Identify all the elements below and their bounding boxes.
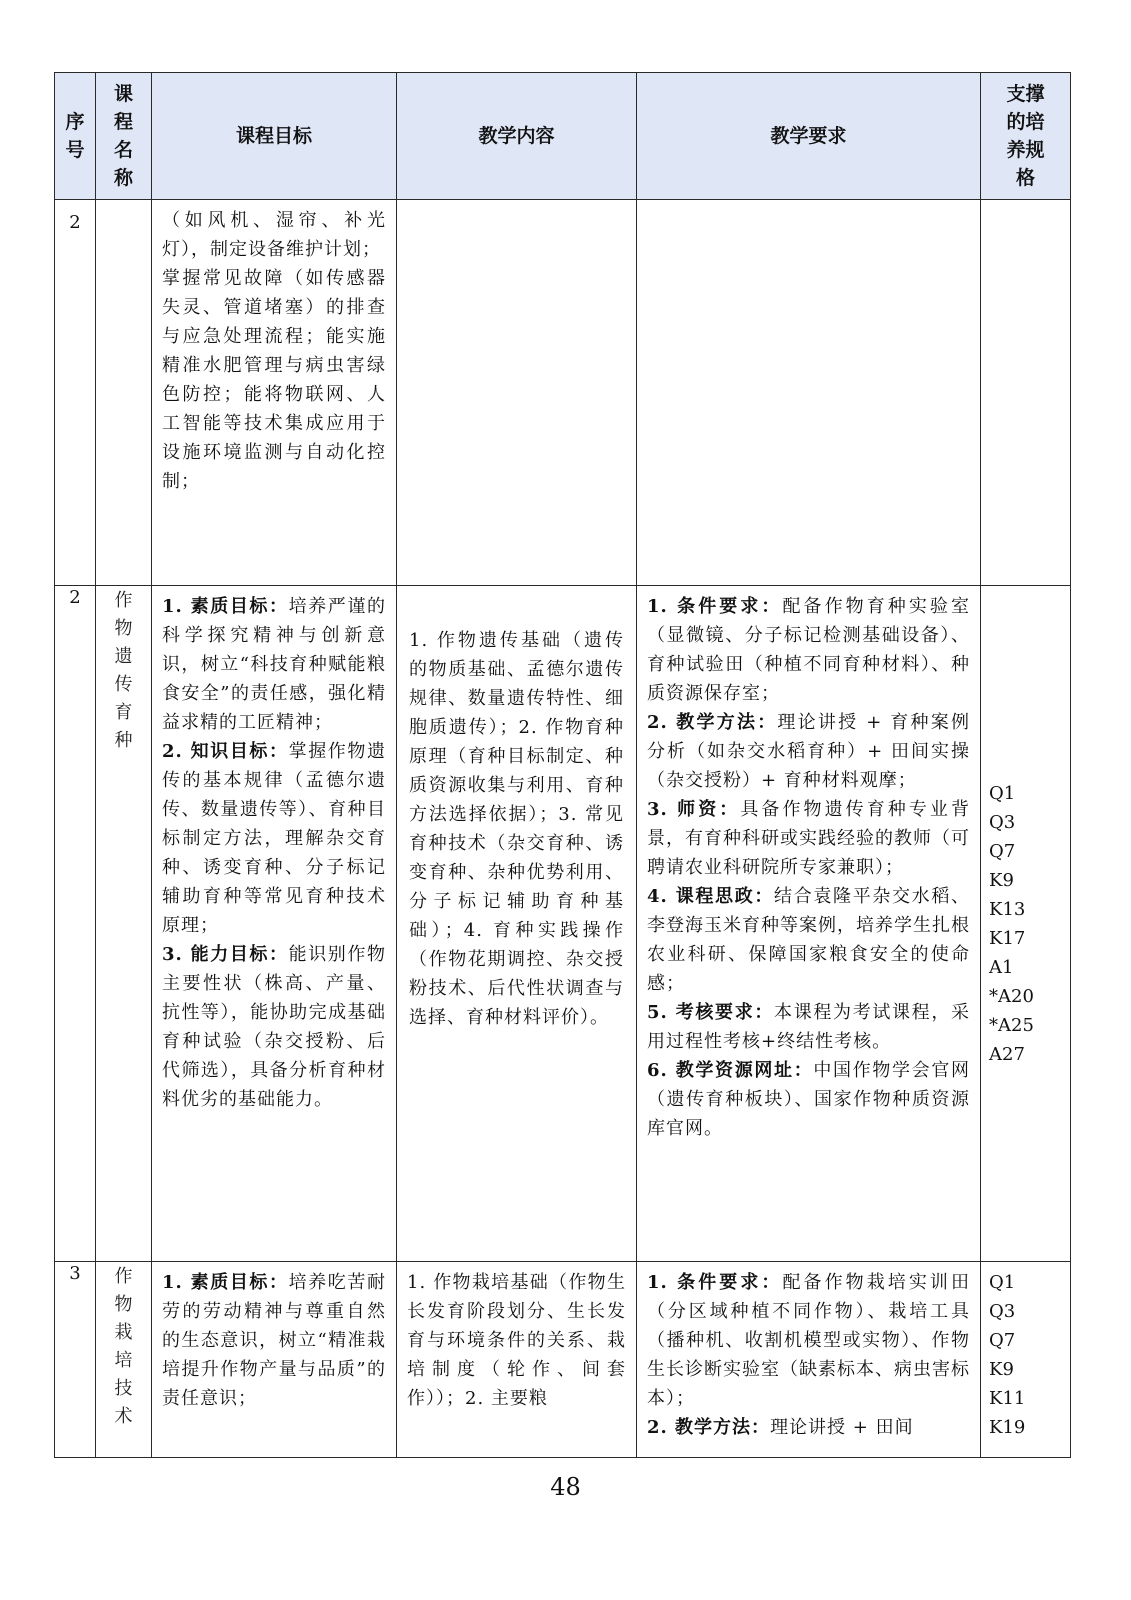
row-content-cell xyxy=(397,200,637,586)
header-content: 教学内容 xyxy=(397,73,637,200)
row-goal-cell xyxy=(152,200,397,586)
row-course-name: 作物栽培技术 xyxy=(96,1262,152,1458)
support-code: K9 xyxy=(989,869,1014,891)
support-code: *A20 xyxy=(989,985,1034,1007)
header-goal: 课程目标 xyxy=(152,73,397,200)
support-code: K17 xyxy=(989,927,1026,949)
support-code: K13 xyxy=(989,898,1026,920)
table-row-cultivation xyxy=(55,1262,1071,1458)
support-code: K19 xyxy=(989,1417,1026,1438)
header-requirement: 教学要求 xyxy=(637,73,981,200)
support-code: Q3 xyxy=(989,1301,1016,1322)
support-code: Q1 xyxy=(989,1272,1016,1293)
support-code: A1 xyxy=(989,956,1014,978)
table-row-continued xyxy=(55,200,1071,586)
support-code: *A25 xyxy=(989,1014,1034,1036)
support-code: A27 xyxy=(989,1043,1025,1065)
row-content-cell xyxy=(397,586,637,1262)
support-code: Q7 xyxy=(989,840,1016,862)
requirement-item: 4. 课程思政：结合袁隆平杂交水稻、李登海玉米育种等案例，培养学生扎根农业科研、保障国家粮食安全的使命感； xyxy=(647,886,971,994)
row-requirement-cell xyxy=(637,586,981,1262)
row-requirement-cell xyxy=(637,1262,981,1458)
goal-item: 1. 素质目标：培养吃苦耐劳的劳动精神与尊重自然的生态意识，树立“精准栽培提升作物产量与品质”的责任意识； xyxy=(162,1272,386,1409)
goal-text: 掌握常见故障（如传感器失灵、管道堵塞）的排查与应急处理流程；能实施精准水肥管理与病虫害绿色防控；能将物联网、人工智能等技术集成应用于设施环境监测与自动化控制； xyxy=(162,268,386,492)
curriculum-table xyxy=(54,72,1071,1458)
support-code: K11 xyxy=(989,1388,1026,1409)
row-course-name xyxy=(96,200,152,586)
table-header-row xyxy=(55,73,1071,200)
content-text: 1. 作物遗传基础（遗传的物质基础、孟德尔遗传规律、数量遗传特性、细胞质遗传）；2. 作物育种原理（育种目标制定、种质资源收集与利用、育种方法选择依据）；3. 常见育种技术（杂交育种、诱变育种、杂种优势利用、分子标记辅助育种基础）；4. 育种实践操作（作物花期调控、杂交授粉技术、后代性状调查与选择、育种材料评价）。 xyxy=(409,630,624,1028)
requirement-item: 3. 师资：具备作物遗传育种专业背景，有育种科研或实践经验的教师（可聘请农业科研院所专家兼职）； xyxy=(647,799,970,878)
requirement-item: 1. 条件要求：配备作物栽培实训田（分区域种植不同作物）、栽培工具（播种机、收割机模型或实物）、作物生长诊断实验室（缺素标本、病虫害标本）； xyxy=(647,1272,971,1409)
requirement-item: 5. 考核要求：本课程为考试课程，采用过程性考核+终结性考核。 xyxy=(647,1002,971,1052)
row-goal-cell xyxy=(152,586,397,1262)
support-code: Q1 xyxy=(989,782,1016,804)
row-content-cell xyxy=(397,1262,637,1458)
header-seq: 序号 xyxy=(55,73,96,200)
goal-item: 3. 能力目标：能识别作物主要性状（株高、产量、抗性等），能协助完成基础育种试验（杂交授粉、后代筛选），具备分析育种材料优劣的基础能力。 xyxy=(162,944,386,1110)
row-seq: 2 xyxy=(55,586,96,1262)
row-goal-cell xyxy=(152,1262,397,1458)
row-support-cell xyxy=(981,200,1071,586)
row-course-name: 作物遗传育种 xyxy=(96,586,152,1262)
row-seq: 3 xyxy=(55,1262,96,1458)
row-requirement-cell xyxy=(637,200,981,586)
goal-item: 2. 知识目标：掌握作物遗传的基本规律（孟德尔遗传、数量遗传等）、育种目标制定方法，理解杂交育种、诱变育种、分子标记辅助育种等常见育种技术原理； xyxy=(162,741,386,936)
row-seq: 2 xyxy=(55,200,96,586)
requirement-item: 2. 教学方法：理论讲授 + 田间 xyxy=(647,1417,914,1438)
table-row-genetics xyxy=(55,586,1071,1262)
goal-text: （如风机、湿帘、补光灯），制定设备维护计划； xyxy=(162,210,386,260)
row-support-cell xyxy=(981,586,1071,1262)
page-number: 48 xyxy=(550,1473,581,1501)
header-support: 支撑的培养规格 xyxy=(981,73,1071,200)
requirement-item: 1. 条件要求：配备作物育种实验室（显微镜、分子标记检测基础设备）、育种试验田（种植不同育种材料）、种质资源保存室； xyxy=(647,596,971,704)
row-support-cell xyxy=(981,1262,1071,1458)
header-course-name: 课程名称 xyxy=(96,73,152,200)
goal-item: 1. 素质目标：培养严谨的科学探究精神与创新意识，树立“科技育种赋能粮食安全”的责任感，强化精益求精的工匠精神； xyxy=(162,596,386,733)
support-code: Q3 xyxy=(989,811,1016,833)
requirement-item: 6. 教学资源网址：中国作物学会官网（遗传育种板块）、国家作物种质资源库官网。 xyxy=(647,1060,970,1139)
requirement-item: 2. 教学方法：理论讲授 + 育种案例分析（如杂交水稻育种）+ 田间实操（杂交授粉）+ 育种材料观摩； xyxy=(647,712,970,791)
content-text: 1. 作物栽培基础（作物生长发育阶段划分、生长发育与环境条件的关系、栽培制度（轮作、间套作））；2. 主要粮 xyxy=(407,1272,626,1409)
support-code: K9 xyxy=(989,1359,1014,1380)
support-code: Q7 xyxy=(989,1330,1016,1351)
